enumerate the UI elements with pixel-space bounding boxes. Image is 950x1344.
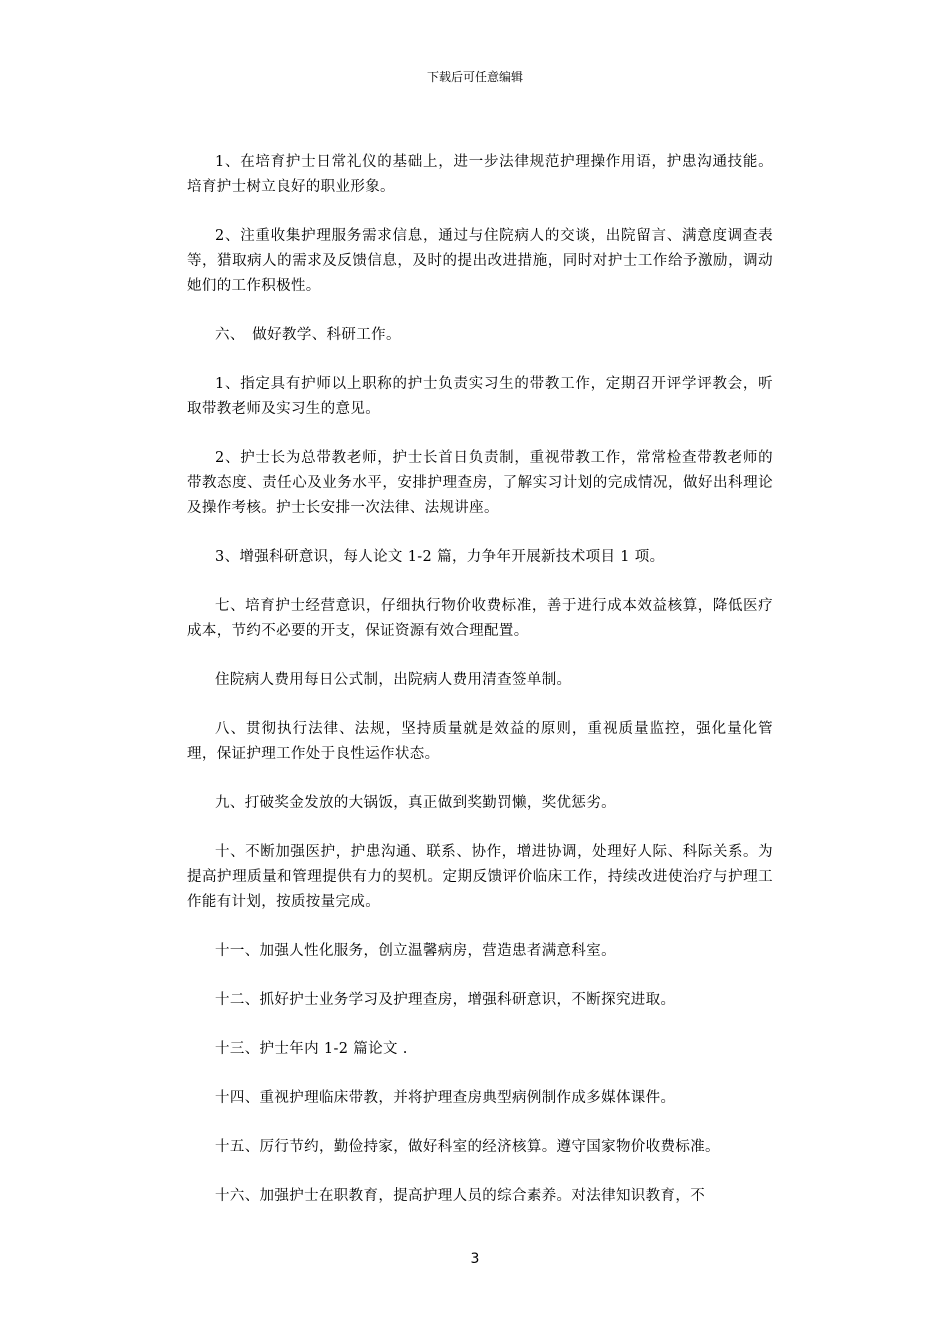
paragraph: 七、培育护士经营意识，仔细执行物价收费标准，善于进行成本效益核算，降低医疗成本，节约不必要的开支，保证资源有效合理配置。	[187, 598, 773, 639]
section-heading: 六、 做好教学、科研工作。	[215, 327, 401, 343]
paragraph: 十、不断加强医护，护患沟通、联系、协作，增进协调，处理好人际、科际关系。为提高护理质量和管理提供有力的契机。定期反馈评价临床工作，持续改进使治疗与护理工作能有计划，按质按量完成。	[187, 844, 773, 910]
paragraph: 3、增强科研意识，每人论文 1-2 篇，力争年开展新技术项目 1 项。	[215, 549, 665, 565]
paragraph: 十一、加强人性化服务，创立温馨病房，营造患者满意科室。	[215, 943, 616, 959]
paragraph: 十四、重视护理临床带教，并将护理查房典型病例制作成多媒体课件。	[215, 1090, 676, 1106]
paragraph: 十三、护士年内 1-2 篇论文 .	[215, 1041, 408, 1057]
paragraph: 2、护士长为总带教老师，护士长首日负责制，重视带教工作，常常检查带教老师的带教态度、责任心及业务水平，安排护理查房，了解实习计划的完成情况，做好出科理论及操作考核。护士长安排一次法律、法规讲座。	[187, 450, 773, 516]
paragraph: 十五、厉行节约，勤俭持家，做好科室的经济核算。遵守国家物价收费标准。	[215, 1139, 720, 1155]
paragraph: 1、指定具有护师以上职称的护士负责实习生的带教工作，定期召开评学评教会，听取带教老师及实习生的意见。	[187, 376, 773, 417]
document-body	[187, 150, 773, 1233]
paragraph: 1、在培育护士日常礼仪的基础上，进一步法律规范护理操作用语，护患沟通技能。培育护士树立良好的职业形象。	[187, 154, 773, 195]
page-header: 下载后可任意编辑	[426, 70, 523, 84]
paragraph: 八、贯彻执行法律、法规，坚持质量就是效益的原则，重视质量监控，强化量化管理，保证护理工作处于良性运作状态。	[187, 721, 773, 762]
paragraph: 2、注重收集护理服务需求信息，通过与住院病人的交谈，出院留言、满意度调查表等，猎取病人的需求及反馈信息，及时的提出改进措施，同时对护士工作给予激励，调动她们的工作积极性。	[187, 228, 773, 294]
paragraph: 十六、加强护士在职教育，提高护理人员的综合素养。对法律知识教育，不	[215, 1188, 706, 1204]
paragraph: 住院病人费用每日公式制，出院病人费用清查签单制。	[215, 672, 572, 688]
page-number: 3	[470, 1251, 480, 1267]
paragraph: 十二、抓好护士业务学习及护理查房，增强科研意识，不断探究进取。	[215, 992, 676, 1008]
paragraph: 九、打破奖金发放的大锅饭，真正做到奖勤罚懒，奖优惩劣。	[215, 795, 616, 811]
